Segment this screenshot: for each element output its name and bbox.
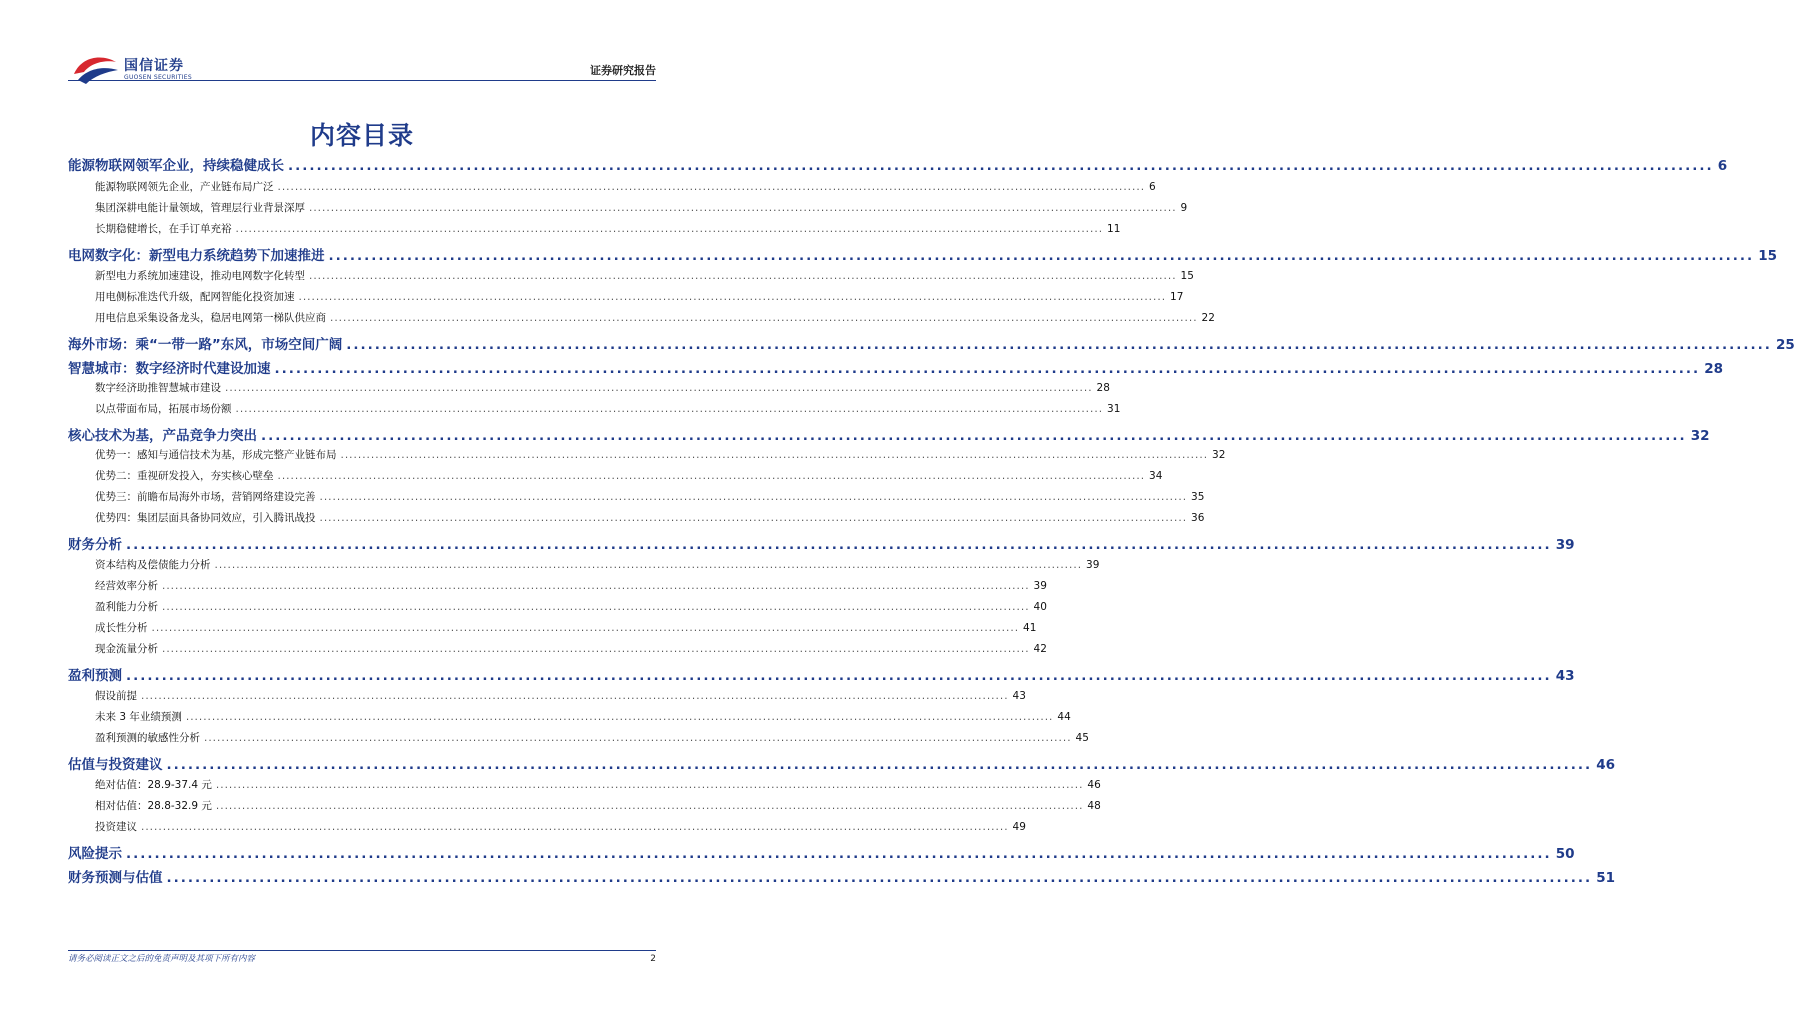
toc-entry-page: 36 <box>1191 512 1205 524</box>
toc-section-entry[interactable] <box>68 620 1037 635</box>
toc-entry-title: 以点带面布局，拓展市场份额 <box>95 403 232 415</box>
toc-entry-page: 35 <box>1191 491 1205 503</box>
toc-chapter-entry[interactable] <box>68 866 1615 886</box>
toc-entry-page: 43 <box>1012 690 1026 702</box>
toc-entry-title: 假设前提 <box>95 690 137 702</box>
toc-entry-title: 财务预测与估值 <box>68 870 163 886</box>
toc-section-entry[interactable] <box>68 447 1226 462</box>
toc-entry-page: 15 <box>1180 270 1194 282</box>
toc-section-entry[interactable] <box>68 489 1205 504</box>
toc-dot-leader: ........................................................................................................................................................................................................ <box>319 512 1188 524</box>
footer-disclaimer: 请务必阅读正文之后的免责声明及其项下所有内容 <box>68 954 256 964</box>
toc-entry-page: 49 <box>1012 821 1026 833</box>
toc-dot-leader: ........................................................................................................................................................................................................ <box>151 622 1020 634</box>
toc-chapter-entry[interactable] <box>68 244 1777 264</box>
toc-section-entry[interactable] <box>68 777 1101 792</box>
toc-section-entry[interactable] <box>68 401 1121 416</box>
toc-chapter-entry[interactable] <box>68 533 1575 553</box>
toc-section-entry[interactable] <box>68 468 1163 483</box>
toc-entry-page: 50 <box>1555 846 1575 862</box>
toc-entry-title: 相对估值：28.8-32.9 元 <box>95 800 212 812</box>
toc-chapter-entry[interactable] <box>68 842 1575 862</box>
toc-entry-title: 未来 3 年业绩预测 <box>95 711 182 723</box>
toc-entry-title: 盈利预测 <box>68 668 122 684</box>
toc-dot-leader: ........................................................................................................................................................................................................ <box>215 779 1084 791</box>
toc-dot-leader: ........................................................................................................................................................................................................ <box>309 270 1177 282</box>
toc-entry-page: 34 <box>1149 470 1163 482</box>
toc-dot-leader: ........................................................................................................................................................................................................ <box>328 248 1755 264</box>
toc-dot-leader: ........................................................................................................................................................................................................ <box>340 449 1209 461</box>
toc-entry-page: 42 <box>1033 643 1047 655</box>
toc-dot-leader: ........................................................................................................................................................................................................ <box>141 821 1009 833</box>
toc-entry-page: 48 <box>1087 800 1101 812</box>
toc-dot-leader: ........................................................................................................................................................................................................ <box>235 403 1104 415</box>
toc-section-entry[interactable] <box>68 179 1156 194</box>
toc-entry-title: 绝对估值：28.9-37.4 元 <box>95 779 212 791</box>
toc-dot-leader: ........................................................................................................................................................................................................ <box>126 668 1552 684</box>
toc-section-entry[interactable] <box>68 599 1047 614</box>
toc-entry-title: 财务分析 <box>68 537 122 553</box>
toc-chapter-entry[interactable] <box>68 753 1615 773</box>
toc-dot-leader: ........................................................................................................................................................................................................ <box>274 361 1701 377</box>
toc-entry-page: 40 <box>1033 601 1047 613</box>
toc-dot-leader: ........................................................................................................................................................................................................ <box>288 158 1714 174</box>
toc-entry-page: 28 <box>1704 361 1723 377</box>
toc-entry-page: 43 <box>1555 668 1575 684</box>
toc-section-entry[interactable] <box>68 819 1026 834</box>
toc-entry-page: 31 <box>1107 403 1121 415</box>
page-number: 2 <box>650 954 656 964</box>
toc-dot-leader: ........................................................................................................................................................................................................ <box>162 580 1030 592</box>
toc-entry-title: 电网数字化：新型电力系统趋势下加速推进 <box>68 248 325 264</box>
toc-chapter-entry[interactable] <box>68 357 1723 377</box>
toc-dot-leader: ........................................................................................................................................................................................................ <box>277 470 1146 482</box>
toc-entry-page: 9 <box>1180 202 1188 214</box>
toc-dot-leader: ........................................................................................................................................................................................................ <box>215 800 1084 812</box>
toc-dot-leader: ........................................................................................................................................................................................................ <box>162 601 1030 613</box>
logo-chinese-name: 国信证券 <box>124 58 184 74</box>
toc-section-entry[interactable] <box>68 557 1100 572</box>
toc-entry-page: 41 <box>1023 622 1037 634</box>
report-type-label: 证券研究报告 <box>590 64 656 77</box>
toc-entry-page: 17 <box>1170 291 1184 303</box>
toc-entry-page: 39 <box>1033 580 1047 592</box>
toc-entry-page: 32 <box>1212 449 1226 461</box>
toc-entry-title: 成长性分析 <box>95 622 148 634</box>
toc-entry-title: 盈利能力分析 <box>95 601 158 613</box>
toc-entry-page: 39 <box>1555 537 1575 553</box>
toc-entry-title: 优势四：集团层面具备协同效应，引入腾讯战投 <box>95 512 316 524</box>
toc-dot-leader: ........................................................................................................................................................................................................ <box>166 870 1593 886</box>
toc-section-entry[interactable] <box>68 200 1188 215</box>
toc-entry-title: 现金流量分析 <box>95 643 158 655</box>
toc-entry-title: 数字经济助推智慧城市建设 <box>95 382 221 394</box>
toc-entry-page: 15 <box>1758 248 1777 264</box>
page-title: 内容目录 <box>309 121 414 150</box>
toc-dot-leader: ........................................................................................................................................................................................................ <box>204 732 1072 744</box>
toc-dot-leader: ........................................................................................................................................................................................................ <box>298 291 1167 303</box>
toc-entry-page: 39 <box>1086 559 1100 571</box>
toc-chapter-entry[interactable] <box>68 424 1710 444</box>
toc-section-entry[interactable] <box>68 578 1047 593</box>
toc-entry-title: 估值与投资建议 <box>68 757 163 773</box>
toc-chapter-entry[interactable] <box>68 154 1728 174</box>
toc-entry-title: 能源物联网领军企业，持续稳健成长 <box>68 158 284 174</box>
toc-dot-leader: ........................................................................................................................................................................................................ <box>166 757 1593 773</box>
toc-entry-title: 核心技术为基，产品竞争力突出 <box>68 428 257 444</box>
toc-entry-title: 优势一：感知与通信技术为基，形成完整产业链布局 <box>95 449 337 461</box>
logo-english-name: GUOSEN SECURITIES <box>124 74 193 81</box>
toc-section-entry[interactable] <box>68 289 1184 304</box>
toc-section-entry[interactable] <box>68 268 1194 283</box>
toc-section-entry[interactable] <box>68 310 1215 325</box>
toc-entry-page: 45 <box>1075 732 1089 744</box>
toc-entry-page: 32 <box>1690 428 1710 444</box>
toc-section-entry[interactable] <box>68 709 1071 724</box>
toc-chapter-entry[interactable] <box>68 664 1575 684</box>
toc-entry-page: 28 <box>1096 382 1110 394</box>
toc-entry-page: 6 <box>1717 158 1728 174</box>
toc-entry-title: 海外市场：乘“一带一路”东风，市场空间广阔 <box>68 337 343 353</box>
toc-dot-leader: ........................................................................................................................................................................................................ <box>309 202 1177 214</box>
header-divider <box>68 80 656 81</box>
toc-dot-leader: ........................................................................................................................................................................................................ <box>126 846 1552 862</box>
toc-dot-leader: ........................................................................................................................................................................................................ <box>162 643 1030 655</box>
toc-dot-leader: ........................................................................................................................................................................................................ <box>126 537 1552 553</box>
toc-section-entry[interactable] <box>68 641 1047 656</box>
toc-entry-title: 盈利预测的敏感性分析 <box>95 732 200 744</box>
toc-section-entry[interactable] <box>68 380 1110 395</box>
toc-dot-leader: ........................................................................................................................................................................................................ <box>330 312 1198 324</box>
toc-entry-page: 46 <box>1596 757 1615 773</box>
toc-dot-leader: ........................................................................................................................................................................................................ <box>235 223 1104 235</box>
toc-entry-title: 能源物联网领先企业，产业链布局广泛 <box>95 181 274 193</box>
toc-section-entry[interactable] <box>68 798 1101 813</box>
toc-entry-page: 6 <box>1149 181 1156 193</box>
toc-section-entry[interactable] <box>68 221 1121 236</box>
toc-dot-leader: ........................................................................................................................................................................................................ <box>319 491 1188 503</box>
toc-entry-title: 新型电力系统加速建设，推动电网数字化转型 <box>95 270 305 282</box>
toc-entry-page: 44 <box>1057 711 1071 723</box>
footer-divider <box>68 950 656 951</box>
toc-section-entry[interactable] <box>68 730 1089 745</box>
toc-dot-leader: ........................................................................................................................................................................................................ <box>261 428 1687 444</box>
toc-entry-title: 投资建议 <box>95 821 137 833</box>
toc-entry-title: 优势二：重视研发投入，夯实核心壁垒 <box>95 470 274 482</box>
toc-entry-page: 51 <box>1596 870 1615 886</box>
toc-entry-page: 25 <box>1775 337 1795 353</box>
toc-entry-page: 11 <box>1107 223 1121 235</box>
toc-section-entry[interactable] <box>68 688 1026 703</box>
toc-dot-leader: ........................................................................................................................................................................................................ <box>214 559 1083 571</box>
toc-dot-leader: ........................................................................................................................................................................................................ <box>141 690 1009 702</box>
toc-entry-title: 智慧城市：数字经济时代建设加速 <box>68 361 271 377</box>
toc-entry-title: 长期稳健增长，在手订单充裕 <box>95 223 232 235</box>
toc-dot-leader: ........................................................................................................................................................................................................ <box>185 711 1054 723</box>
toc-entry-title: 经营效率分析 <box>95 580 158 592</box>
toc-entry-title: 资本结构及偿债能力分析 <box>95 559 211 571</box>
toc-section-entry[interactable] <box>68 510 1205 525</box>
toc-entry-title: 用电侧标准迭代升级，配网智能化投资加速 <box>95 291 295 303</box>
toc-entry-page: 22 <box>1201 312 1215 324</box>
toc-chapter-entry[interactable] <box>68 333 1795 353</box>
toc-dot-leader: ........................................................................................................................................................................................................ <box>225 382 1093 394</box>
toc-dot-leader: ........................................................................................................................................................................................................ <box>346 337 1772 353</box>
toc-entry-title: 用电信息采集设备龙头，稳居电网第一梯队供应商 <box>95 312 326 324</box>
toc-entry-title: 优势三：前瞻布局海外市场，营销网络建设完善 <box>95 491 316 503</box>
toc-entry-title: 集团深耕电能计量领域，管理层行业背景深厚 <box>95 202 305 214</box>
toc-entry-title: 风险提示 <box>68 846 122 862</box>
toc-entry-page: 46 <box>1087 779 1101 791</box>
toc-dot-leader: ........................................................................................................................................................................................................ <box>277 181 1146 193</box>
